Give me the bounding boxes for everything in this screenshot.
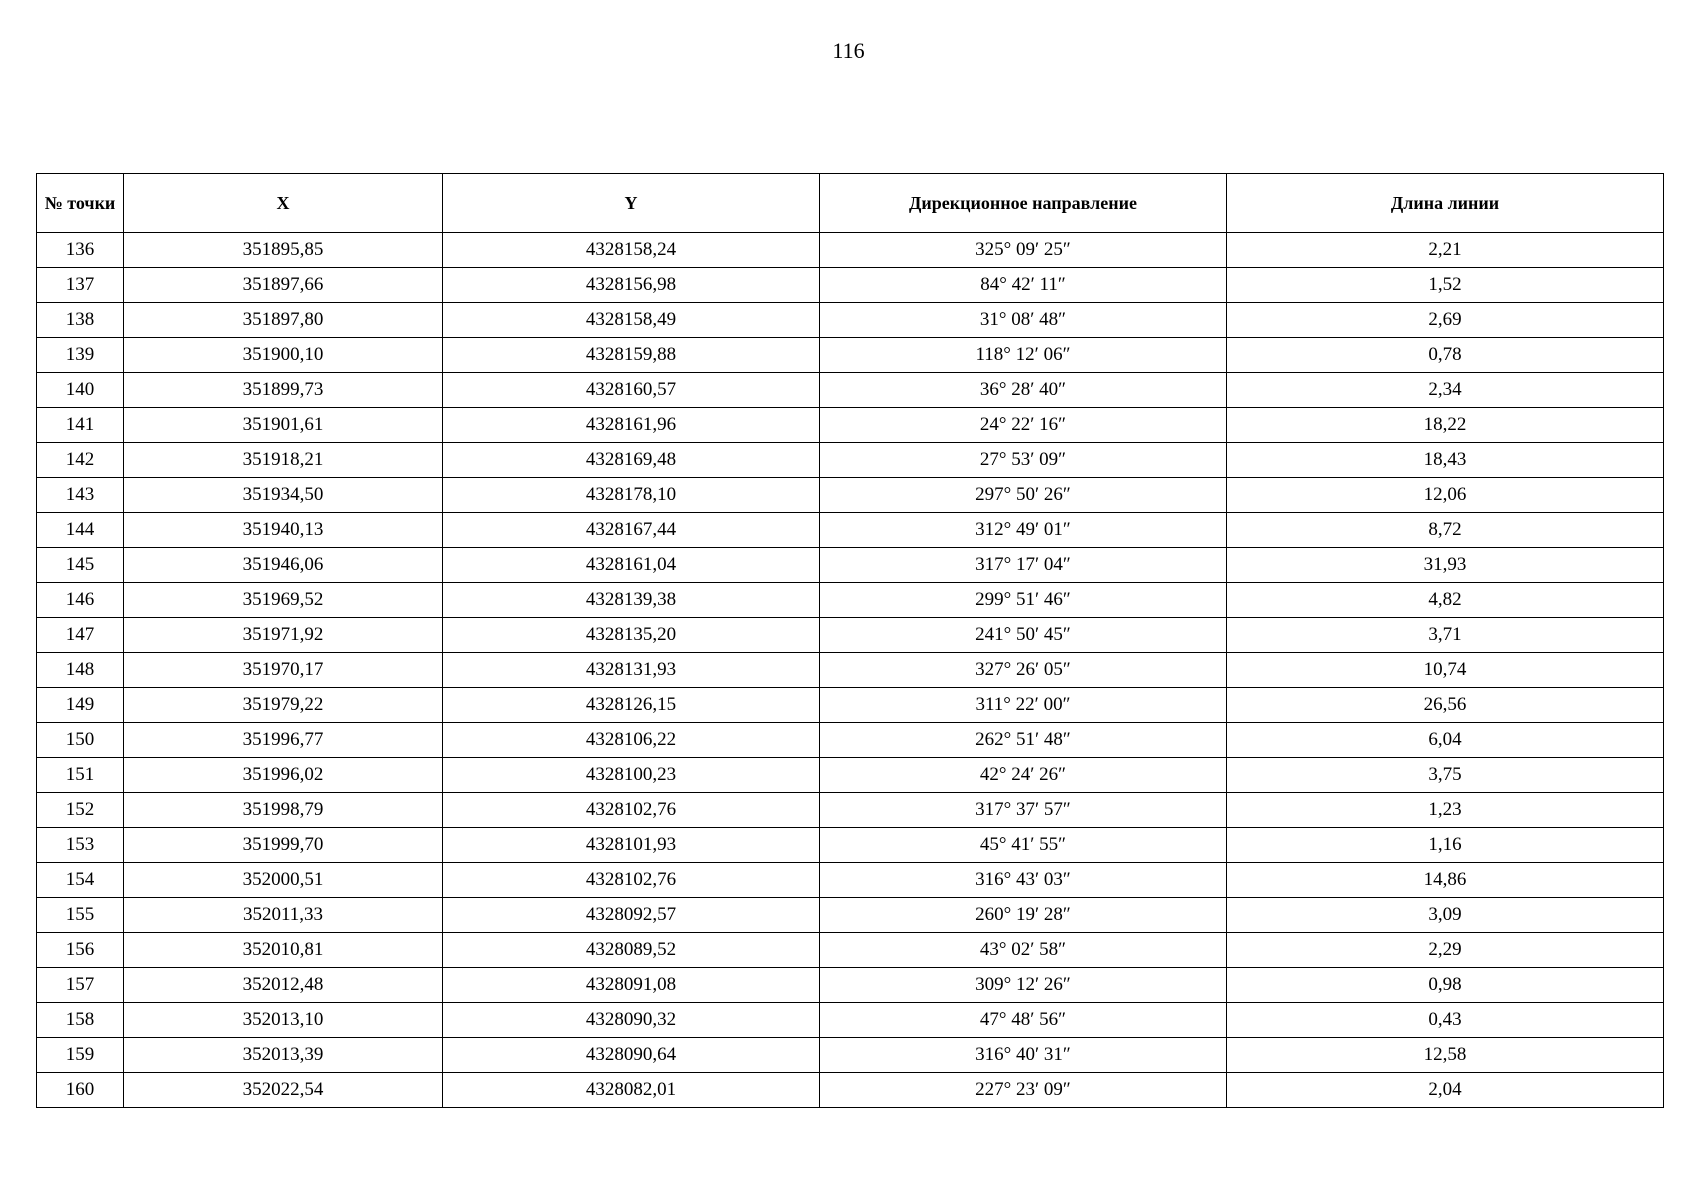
cell-y: 4328160,57 <box>443 373 820 408</box>
table-row <box>37 653 1664 688</box>
cell-x: 352013,39 <box>124 1038 443 1073</box>
table-row <box>37 408 1664 443</box>
table-row <box>37 1073 1664 1108</box>
cell-y: 4328158,24 <box>443 233 820 268</box>
header-direction: Дирекционное направление <box>820 174 1227 233</box>
cell-length: 3,71 <box>1227 618 1664 653</box>
table-row <box>37 828 1664 863</box>
cell-point-no: 147 <box>37 618 124 653</box>
cell-point-no: 145 <box>37 548 124 583</box>
cell-x: 351897,66 <box>124 268 443 303</box>
cell-point-no: 142 <box>37 443 124 478</box>
cell-x: 351901,61 <box>124 408 443 443</box>
cell-point-no: 139 <box>37 338 124 373</box>
cell-length: 26,56 <box>1227 688 1664 723</box>
cell-length: 4,82 <box>1227 583 1664 618</box>
cell-y: 4328156,98 <box>443 268 820 303</box>
table-row <box>37 303 1664 338</box>
cell-direction: 36° 28′ 40″ <box>820 373 1227 408</box>
cell-point-no: 150 <box>37 723 124 758</box>
cell-x: 351971,92 <box>124 618 443 653</box>
cell-length: 2,69 <box>1227 303 1664 338</box>
cell-x: 352010,81 <box>124 933 443 968</box>
cell-length: 0,78 <box>1227 338 1664 373</box>
cell-direction: 31° 08′ 48″ <box>820 303 1227 338</box>
cell-direction: 260° 19′ 28″ <box>820 898 1227 933</box>
cell-y: 4328178,10 <box>443 478 820 513</box>
table-row <box>37 513 1664 548</box>
table-row <box>37 1038 1664 1073</box>
cell-x: 351899,73 <box>124 373 443 408</box>
cell-y: 4328159,88 <box>443 338 820 373</box>
cell-y: 4328090,64 <box>443 1038 820 1073</box>
cell-y: 4328102,76 <box>443 863 820 898</box>
table-row <box>37 583 1664 618</box>
table-row <box>37 898 1664 933</box>
cell-length: 2,04 <box>1227 1073 1664 1108</box>
cell-length: 12,06 <box>1227 478 1664 513</box>
cell-y: 4328092,57 <box>443 898 820 933</box>
table-row <box>37 968 1664 1003</box>
cell-direction: 27° 53′ 09″ <box>820 443 1227 478</box>
cell-y: 4328082,01 <box>443 1073 820 1108</box>
cell-point-no: 146 <box>37 583 124 618</box>
cell-x: 351900,10 <box>124 338 443 373</box>
cell-x: 351970,17 <box>124 653 443 688</box>
cell-x: 351946,06 <box>124 548 443 583</box>
table-row <box>37 443 1664 478</box>
cell-y: 4328167,44 <box>443 513 820 548</box>
table-row <box>37 793 1664 828</box>
cell-direction: 47° 48′ 56″ <box>820 1003 1227 1038</box>
page-number: 116 <box>832 38 865 63</box>
cell-length: 14,86 <box>1227 863 1664 898</box>
cell-direction: 227° 23′ 09″ <box>820 1073 1227 1108</box>
cell-point-no: 140 <box>37 373 124 408</box>
cell-point-no: 158 <box>37 1003 124 1038</box>
cell-x: 351979,22 <box>124 688 443 723</box>
cell-point-no: 153 <box>37 828 124 863</box>
cell-direction: 317° 37′ 57″ <box>820 793 1227 828</box>
cell-point-no: 138 <box>37 303 124 338</box>
cell-y: 4328139,38 <box>443 583 820 618</box>
cell-x: 351940,13 <box>124 513 443 548</box>
table-row <box>37 933 1664 968</box>
cell-point-no: 151 <box>37 758 124 793</box>
cell-x: 352013,10 <box>124 1003 443 1038</box>
cell-direction: 311° 22′ 00″ <box>820 688 1227 723</box>
cell-x: 351897,80 <box>124 303 443 338</box>
cell-point-no: 144 <box>37 513 124 548</box>
cell-length: 6,04 <box>1227 723 1664 758</box>
cell-length: 1,52 <box>1227 268 1664 303</box>
cell-direction: 316° 43′ 03″ <box>820 863 1227 898</box>
cell-y: 4328158,49 <box>443 303 820 338</box>
cell-length: 12,58 <box>1227 1038 1664 1073</box>
cell-length: 2,29 <box>1227 933 1664 968</box>
cell-point-no: 154 <box>37 863 124 898</box>
table-row <box>37 723 1664 758</box>
cell-point-no: 148 <box>37 653 124 688</box>
header-length: Длина линии <box>1227 174 1664 233</box>
cell-y: 4328126,15 <box>443 688 820 723</box>
cell-y: 4328106,22 <box>443 723 820 758</box>
cell-length: 8,72 <box>1227 513 1664 548</box>
cell-direction: 299° 51′ 46″ <box>820 583 1227 618</box>
table-row <box>37 618 1664 653</box>
table-row <box>37 758 1664 793</box>
cell-length: 2,21 <box>1227 233 1664 268</box>
cell-x: 352012,48 <box>124 968 443 1003</box>
table-row <box>37 268 1664 303</box>
table-row <box>37 373 1664 408</box>
cell-x: 351895,85 <box>124 233 443 268</box>
cell-direction: 262° 51′ 48″ <box>820 723 1227 758</box>
cell-length: 2,34 <box>1227 373 1664 408</box>
cell-y: 4328100,23 <box>443 758 820 793</box>
header-y: Y <box>443 174 820 233</box>
cell-direction: 316° 40′ 31″ <box>820 1038 1227 1073</box>
cell-length: 31,93 <box>1227 548 1664 583</box>
coordinates-table <box>36 173 1664 1108</box>
cell-length: 10,74 <box>1227 653 1664 688</box>
cell-x: 351996,77 <box>124 723 443 758</box>
cell-direction: 84° 42′ 11″ <box>820 268 1227 303</box>
cell-x: 352011,33 <box>124 898 443 933</box>
cell-direction: 43° 02′ 58″ <box>820 933 1227 968</box>
cell-x: 351999,70 <box>124 828 443 863</box>
cell-x: 351934,50 <box>124 478 443 513</box>
cell-y: 4328161,04 <box>443 548 820 583</box>
cell-direction: 309° 12′ 26″ <box>820 968 1227 1003</box>
cell-y: 4328089,52 <box>443 933 820 968</box>
cell-point-no: 160 <box>37 1073 124 1108</box>
cell-length: 3,75 <box>1227 758 1664 793</box>
cell-x: 352000,51 <box>124 863 443 898</box>
cell-point-no: 136 <box>37 233 124 268</box>
cell-y: 4328101,93 <box>443 828 820 863</box>
cell-length: 0,98 <box>1227 968 1664 1003</box>
table-row <box>37 478 1664 513</box>
cell-x: 351969,52 <box>124 583 443 618</box>
cell-point-no: 155 <box>37 898 124 933</box>
cell-direction: 241° 50′ 45″ <box>820 618 1227 653</box>
cell-direction: 327° 26′ 05″ <box>820 653 1227 688</box>
cell-y: 4328135,20 <box>443 618 820 653</box>
cell-point-no: 141 <box>37 408 124 443</box>
table-row <box>37 1003 1664 1038</box>
table-row <box>37 863 1664 898</box>
cell-direction: 45° 41′ 55″ <box>820 828 1227 863</box>
cell-y: 4328161,96 <box>443 408 820 443</box>
cell-point-no: 149 <box>37 688 124 723</box>
cell-x: 351998,79 <box>124 793 443 828</box>
table-body <box>37 233 1664 1108</box>
cell-point-no: 159 <box>37 1038 124 1073</box>
cell-point-no: 157 <box>37 968 124 1003</box>
cell-direction: 42° 24′ 26″ <box>820 758 1227 793</box>
cell-direction: 312° 49′ 01″ <box>820 513 1227 548</box>
cell-point-no: 156 <box>37 933 124 968</box>
table-row <box>37 338 1664 373</box>
cell-point-no: 143 <box>37 478 124 513</box>
cell-y: 4328090,32 <box>443 1003 820 1038</box>
cell-length: 3,09 <box>1227 898 1664 933</box>
cell-x: 352022,54 <box>124 1073 443 1108</box>
cell-direction: 24° 22′ 16″ <box>820 408 1227 443</box>
cell-length: 18,22 <box>1227 408 1664 443</box>
cell-x: 351918,21 <box>124 443 443 478</box>
cell-direction: 118° 12′ 06″ <box>820 338 1227 373</box>
table-row <box>37 548 1664 583</box>
cell-y: 4328091,08 <box>443 968 820 1003</box>
cell-length: 0,43 <box>1227 1003 1664 1038</box>
table-row <box>37 233 1664 268</box>
cell-direction: 317° 17′ 04″ <box>820 548 1227 583</box>
header-row <box>37 174 1664 233</box>
cell-direction: 325° 09′ 25″ <box>820 233 1227 268</box>
cell-point-no: 152 <box>37 793 124 828</box>
table-header <box>37 174 1664 233</box>
cell-x: 351996,02 <box>124 758 443 793</box>
cell-y: 4328169,48 <box>443 443 820 478</box>
cell-length: 1,16 <box>1227 828 1664 863</box>
table-row <box>37 688 1664 723</box>
cell-point-no: 137 <box>37 268 124 303</box>
cell-length: 1,23 <box>1227 793 1664 828</box>
cell-direction: 297° 50′ 26″ <box>820 478 1227 513</box>
header-point-no: № точки <box>37 174 124 233</box>
cell-y: 4328131,93 <box>443 653 820 688</box>
cell-length: 18,43 <box>1227 443 1664 478</box>
cell-y: 4328102,76 <box>443 793 820 828</box>
header-x: X <box>124 174 443 233</box>
